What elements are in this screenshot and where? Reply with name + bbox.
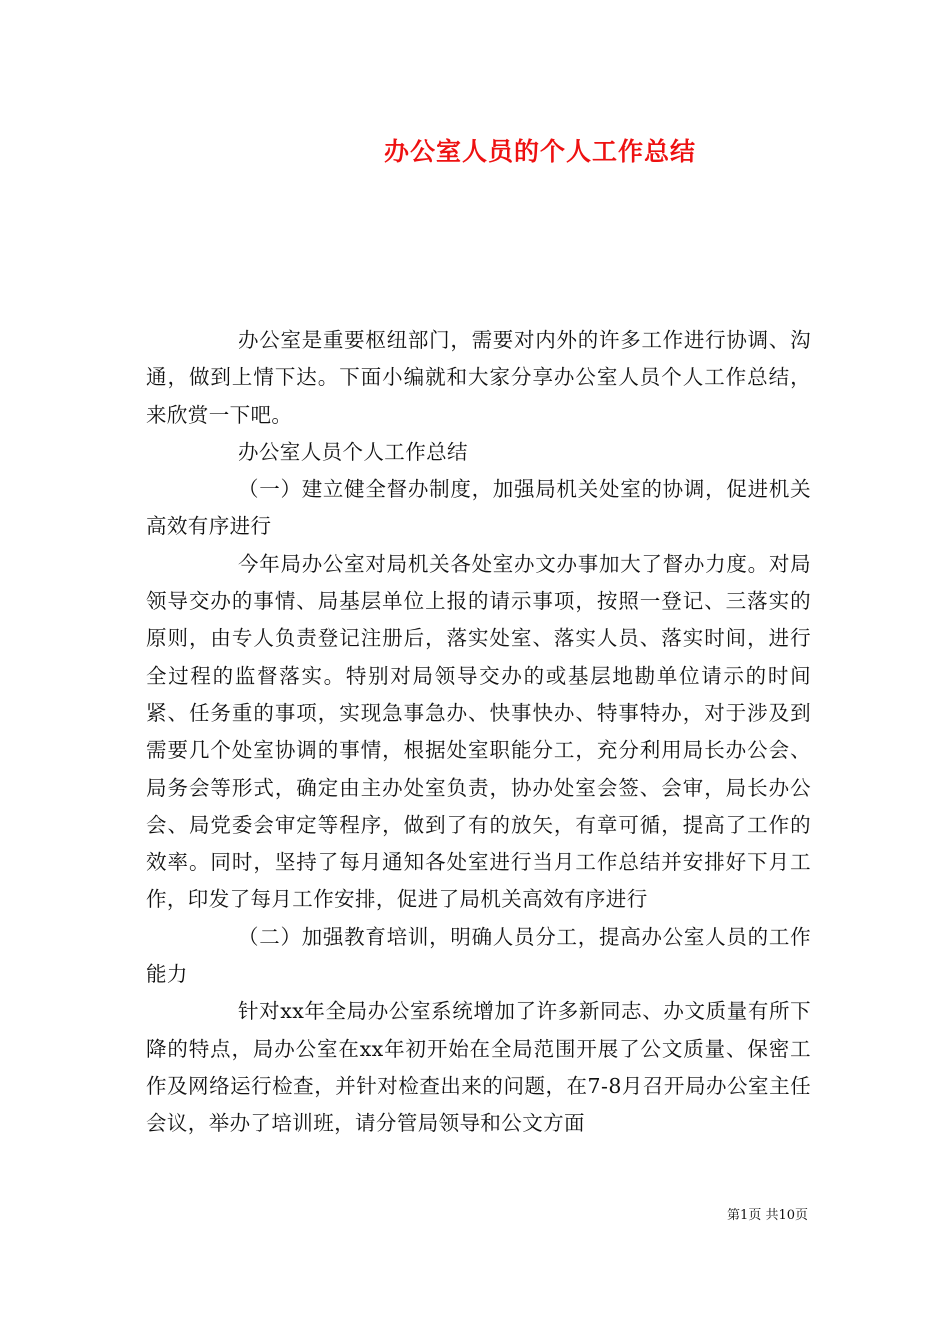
intro-paragraph: 办公室是重要枢纽部门，需要对内外的许多工作进行协调、沟通，做到上情下达。下面小编就和大家分享办公室人员个人工作总结，来欣赏一下吧。 [146, 328, 811, 427]
page-number: 第1页 共10页 [727, 1208, 808, 1223]
document-title: 办公室人员的个人工作总结 [383, 137, 696, 166]
body-paragraph-one: 今年局办公室对局机关各处室办文办事加大了督办力度。对局领导交办的事情、局基层单位上报的请示事项，按照一登记、三落实的原则，由专人负责登记注册后，落实处室、落实人员、落实时间，进行全过程的监督落实。特别对局领导交办的或基层地勘单位请示的时间紧、任务重的事项，实现急事急办、快事快办、特事特办，对于涉及到需要几个处室协调的事情，根据处室职能分工，充分利用局长办公会、局务会等形式，确定由主办处室负责，协办处室会签、会审，局长办公会、局党委会审定等程序，做到了有的放矢，有章可循，提高了工作的效率。同时，坚持了每月通知各处室进行当月工作总结并安排好下月工作，印发了每月工作安排，促进了局机关高效有序进行 [146, 551, 811, 912]
document-body [146, 322, 811, 1143]
subheading-two: （二）加强教育培训，明确人员分工，提高办公室人员的工作能力 [146, 924, 811, 987]
section-heading: 办公室人员个人工作总结 [238, 439, 468, 464]
subheading-one: （一）建立健全督办制度，加强局机关处室的协调，促进机关高效有序进行 [146, 477, 811, 539]
body-paragraph-two: 针对xx年全局办公室系统增加了许多新同志、办文质量有所下降的特点，局办公室在xx年初开始在全局范围开展了公文质量、保密工作及网络运行检查，并针对检查出来的问题，在7-8月召开局办公室主任会议，举办了培训班，请分管局领导和公文方面 [146, 999, 811, 1136]
